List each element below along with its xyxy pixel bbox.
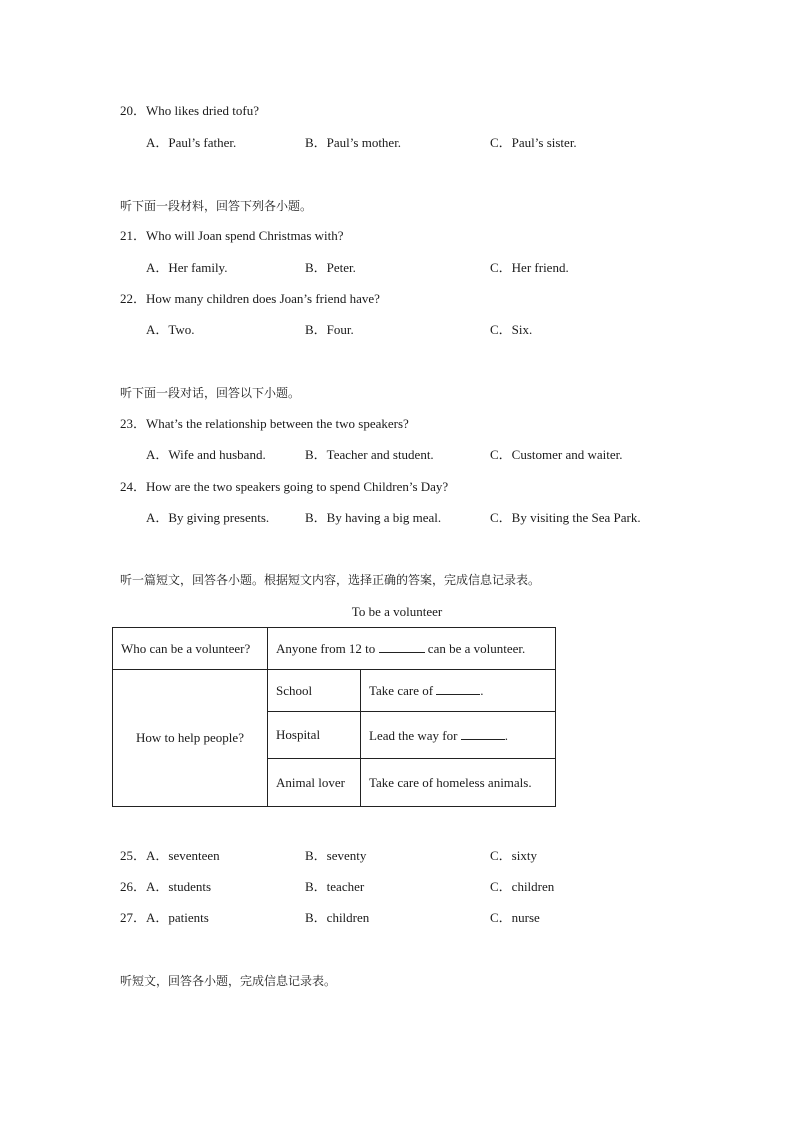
cell-text: Lead the way for bbox=[369, 727, 458, 743]
option-21-c: C．Her friend. bbox=[490, 260, 569, 275]
table-cell bbox=[268, 712, 361, 759]
question-24 bbox=[120, 479, 448, 495]
cell-text: Anyone from 12 to bbox=[276, 641, 376, 656]
option-23-a: A．Wife and husband. bbox=[146, 447, 266, 462]
question-text: How many children does Joan’s friend have? bbox=[146, 291, 380, 306]
question-number: 26． bbox=[120, 879, 147, 894]
option-27-b: B．children bbox=[305, 910, 370, 925]
option-26-a: A．students bbox=[146, 879, 212, 894]
option-26-b: B．teacher bbox=[305, 879, 365, 894]
table-cell bbox=[361, 712, 556, 759]
option-20-a: A．Paul’s father. bbox=[146, 135, 237, 150]
answer-blank bbox=[379, 640, 425, 653]
question-27 bbox=[120, 910, 209, 926]
section-instruction: 听一篇短文，回答各小题。根据短文内容，选择正确的答案，完成信息记录表。 bbox=[120, 573, 541, 587]
option-26-c: C．children bbox=[490, 879, 555, 894]
option-27-c: C．nurse bbox=[490, 910, 540, 925]
option-20-c: C．Paul’s sister. bbox=[490, 135, 577, 150]
section-instruction: 听下面一段对话，回答以下小题。 bbox=[120, 386, 301, 400]
option-23-c: C．Customer and waiter. bbox=[490, 447, 623, 462]
table-cell bbox=[361, 670, 556, 712]
place-label: Hospital bbox=[276, 727, 321, 742]
row-label: How to help people? bbox=[136, 730, 244, 745]
question-text: Who will Joan spend Christmas with? bbox=[146, 228, 344, 243]
question-23 bbox=[120, 416, 409, 432]
question-text: How are the two speakers going to spend Children’s Day? bbox=[146, 479, 449, 494]
question-number: 21． bbox=[120, 228, 147, 243]
option-25-b: B．seventy bbox=[305, 848, 367, 863]
answer-blank bbox=[436, 682, 480, 695]
section-instruction: 听短文，回答各小题，完成信息记录表。 bbox=[120, 974, 337, 988]
cell-text: . bbox=[480, 683, 484, 698]
table-row bbox=[113, 670, 556, 712]
question-20 bbox=[120, 103, 259, 119]
table-title: To be a volunteer bbox=[351, 604, 443, 619]
info-table bbox=[112, 627, 556, 807]
table-cell bbox=[113, 628, 268, 670]
option-24-a: A．By giving presents. bbox=[146, 510, 270, 525]
option-25-a: A．seventeen bbox=[146, 848, 220, 863]
section-instruction: 听下面一段材料，回答下列各小题。 bbox=[120, 199, 313, 213]
question-number: 25． bbox=[120, 848, 147, 863]
question-26 bbox=[120, 879, 211, 895]
option-27-a: A．patients bbox=[146, 910, 209, 925]
cell-text: . bbox=[504, 727, 508, 743]
option-20-b: B．Paul’s mother. bbox=[305, 135, 402, 150]
option-22-a: A．Two. bbox=[146, 322, 195, 337]
question-number: 24． bbox=[120, 479, 147, 494]
option-21-a: A．Her family. bbox=[146, 260, 228, 275]
cell-text: Take care of homeless animals. bbox=[369, 774, 532, 790]
cell-text: Take care of bbox=[369, 683, 434, 698]
option-21-b: B．Peter. bbox=[305, 260, 356, 275]
question-22 bbox=[120, 291, 380, 307]
option-23-b: B．Teacher and student. bbox=[305, 447, 434, 462]
option-22-b: B．Four. bbox=[305, 322, 354, 337]
option-24-b: B．By having a big meal. bbox=[305, 510, 442, 525]
question-number: 20． bbox=[120, 103, 147, 118]
question-number: 27． bbox=[120, 910, 147, 925]
table-cell bbox=[113, 670, 268, 807]
question-text: Who likes dried tofu? bbox=[146, 103, 260, 118]
table-cell bbox=[268, 628, 556, 670]
option-22-c: C．Six. bbox=[490, 322, 533, 337]
option-25-c: C．sixty bbox=[490, 848, 537, 863]
cell-text: can be a volunteer. bbox=[427, 641, 526, 656]
option-24-c: C．By visiting the Sea Park. bbox=[490, 510, 641, 525]
answer-blank bbox=[461, 727, 505, 740]
place-label: School bbox=[276, 682, 313, 698]
question-25 bbox=[120, 848, 220, 864]
question-21 bbox=[120, 228, 344, 244]
row-label: Who can be a volunteer? bbox=[121, 640, 251, 656]
table-cell bbox=[268, 759, 361, 807]
table-row bbox=[113, 628, 556, 670]
table-cell bbox=[361, 759, 556, 807]
place-label: Animal lover bbox=[276, 774, 345, 790]
table-cell bbox=[268, 670, 361, 712]
question-number: 22． bbox=[120, 291, 147, 306]
question-text: What’s the relationship between the two speakers? bbox=[146, 416, 409, 431]
question-number: 23． bbox=[120, 416, 147, 431]
